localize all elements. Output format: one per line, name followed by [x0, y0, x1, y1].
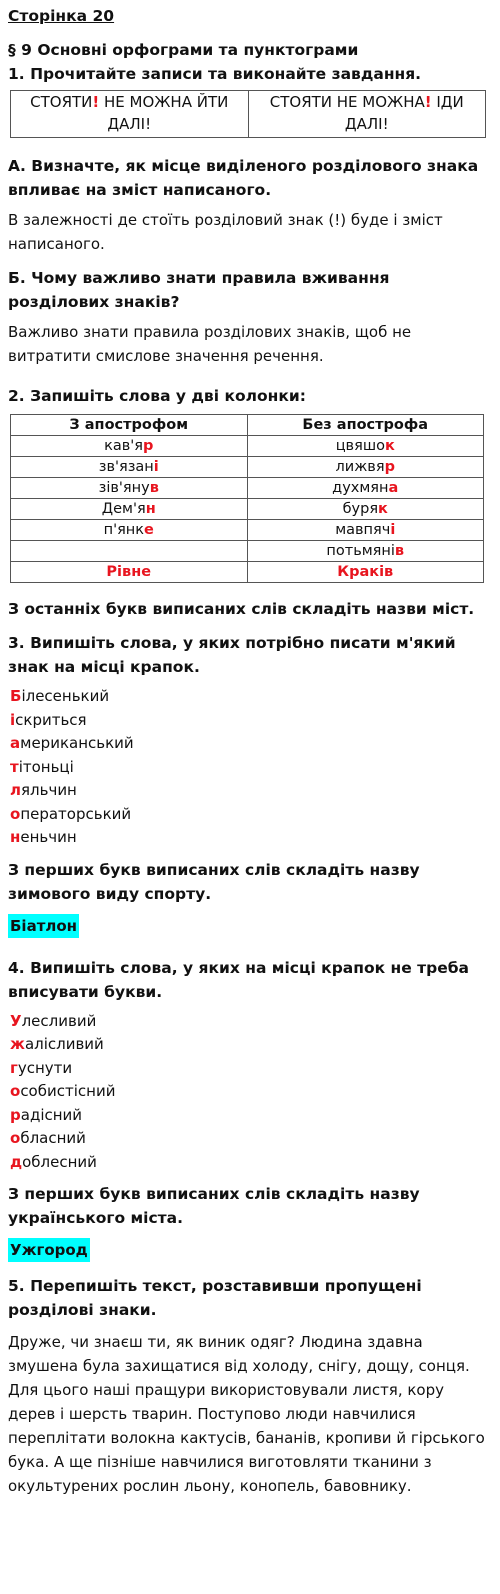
- table-row: [11, 478, 484, 499]
- last-letter: р: [384, 459, 395, 475]
- word-stem: кав'я: [104, 438, 143, 454]
- first-letter: Б: [10, 687, 22, 705]
- city-answer: Краків: [247, 562, 484, 583]
- word-rest: ператорський: [20, 804, 132, 823]
- first-letter: а: [10, 734, 21, 752]
- list-item: [10, 1127, 492, 1151]
- first-letter: д: [10, 1152, 23, 1171]
- word-rest: ітоньці: [18, 757, 74, 776]
- task4-heading: 4. Випишіть слова, у яких на місці крапок не треба вписувати букви.: [8, 958, 470, 1001]
- last-letter: і: [390, 522, 396, 538]
- table-row: [11, 541, 484, 562]
- table-cell: [247, 436, 484, 457]
- highlighted-mark: !: [92, 93, 100, 111]
- word-stem: цвяшо: [335, 438, 385, 454]
- list-item: [10, 826, 492, 850]
- word-rest: ілесенький: [21, 687, 110, 705]
- word-stem: духмян: [332, 480, 389, 496]
- table-cell: [11, 541, 248, 562]
- task2-footer: З останніх букв виписаних слів складіть назви міст.: [8, 600, 475, 618]
- list-item: [10, 1057, 492, 1081]
- table-row: [11, 520, 484, 541]
- task2-heading: 2. Запишіть слова у дві колонки:: [8, 387, 306, 405]
- city-answer: Рівне: [11, 562, 248, 583]
- table-cell: [247, 457, 484, 478]
- word-rest: адісний: [20, 1105, 83, 1124]
- table-cell: [11, 457, 248, 478]
- last-letter: к: [378, 501, 388, 517]
- list-item: [10, 1010, 492, 1034]
- answer-highlight: Біатлон: [8, 914, 79, 938]
- table-row: [11, 499, 484, 520]
- word-stem: мавпяч: [335, 522, 391, 538]
- task3-heading: 3. Випишіть слова, у яких потрібно писати м'який знак на місці крапок.: [8, 634, 456, 676]
- last-letter: к: [384, 438, 395, 454]
- column-header: З апострофом: [11, 415, 248, 436]
- list-item: [10, 756, 492, 780]
- task4-prompt: З перших букв виписаних слів складіть назву українського міста.: [8, 1185, 420, 1227]
- last-letter: в: [149, 480, 159, 496]
- table-cell: [247, 541, 484, 562]
- cell-text: СТОЯТИ: [30, 93, 93, 111]
- list-item: [10, 685, 492, 709]
- cell-text: НЕ МОЖНА ЙТИ ДАЛІ!: [99, 93, 229, 133]
- table-cell: [11, 436, 248, 457]
- table-cell: [11, 499, 248, 520]
- list-item: [10, 732, 492, 756]
- table-cell: [247, 478, 484, 499]
- first-letter: ж: [10, 1035, 25, 1053]
- word-rest: еньчин: [20, 828, 77, 846]
- word-list: [10, 1010, 492, 1175]
- word-rest: яльчин: [21, 781, 77, 799]
- list-item: [10, 1080, 492, 1104]
- last-letter: н: [145, 501, 156, 517]
- word-rest: лесливий: [21, 1011, 97, 1030]
- answer-a: В залежності де стоїть розділовий знак (!) буде і зміст написаного.: [8, 211, 443, 253]
- first-letter: н: [10, 828, 21, 846]
- table-row: [11, 457, 484, 478]
- apostrophe-table: [10, 414, 484, 583]
- first-letter: л: [10, 781, 21, 799]
- word-stem: п'янк: [103, 522, 145, 538]
- word-stem: потьмяні: [326, 543, 395, 559]
- first-letter: о: [10, 1129, 21, 1147]
- question-b: Б. Чому важливо знати правила вживання розділових знаків?: [8, 269, 390, 311]
- column-header: Без апострофа: [247, 415, 484, 436]
- answer-row: [11, 562, 484, 583]
- last-letter: е: [144, 522, 154, 538]
- highlighted-mark: !: [424, 93, 432, 111]
- table-cell: [11, 520, 248, 541]
- word-stem: лижвя: [335, 459, 385, 475]
- question-a: А. Визначте, як місце виділеного розділового знака впливає на зміст написаного.: [8, 157, 479, 199]
- table-cell: [247, 499, 484, 520]
- last-letter: а: [388, 480, 399, 496]
- first-letter: г: [10, 1058, 18, 1077]
- page-title: Сторінка 20: [8, 7, 115, 25]
- punctuation-cell-2: [248, 91, 486, 138]
- list-item: [10, 1104, 492, 1128]
- last-letter: р: [143, 438, 154, 454]
- table-cell: [247, 520, 484, 541]
- task5-text: Друже, чи знаєш ти, як виник одяг? Людина здавна змушена була захищатися від холоду, снігу, дощу, сонця. Для цього наші пращури використовували листя, кору дерев і шерсть тварин. Поступово люди навчилися переплітати волокна кактусів, бананів, кропиви й гірського бука. А ще пізніше навчилися виготовляти тканини з окультурених рослин льону, конопель, бавовнику.: [8, 1333, 485, 1495]
- punctuation-table: [10, 90, 486, 138]
- list-item: [10, 709, 492, 733]
- word-stem: зв'язан: [98, 459, 154, 475]
- first-letter: о: [10, 1082, 21, 1100]
- word-rest: уснути: [17, 1058, 73, 1077]
- task3-prompt: З перших букв виписаних слів складіть назву зимового виду спорту.: [8, 860, 420, 903]
- section-title: § 9 Основні орфограми та пунктограми: [8, 41, 359, 59]
- cell-text: ІДИ ДАЛІ!: [344, 93, 464, 133]
- list-item: [10, 1151, 492, 1175]
- list-item: [10, 803, 492, 827]
- first-letter: У: [10, 1011, 22, 1030]
- list-item: [10, 1033, 492, 1057]
- first-letter: р: [10, 1105, 21, 1124]
- task5-heading: 5. Перепишіть текст, розставивши пропущені розділові знаки.: [8, 1277, 422, 1319]
- first-letter: і: [10, 710, 16, 729]
- list-item: [10, 779, 492, 803]
- word-rest: облесний: [22, 1152, 97, 1171]
- first-letter: т: [10, 757, 19, 776]
- task1-heading: 1. Прочитайте записи та виконайте завдання.: [8, 65, 422, 83]
- word-stem: зів'яну: [98, 480, 150, 496]
- word-stem: Дем'я: [101, 501, 146, 517]
- word-rest: бласний: [20, 1129, 86, 1147]
- answer-highlight: Ужгород: [8, 1238, 90, 1262]
- cell-text: СТОЯТИ НЕ МОЖНА: [269, 93, 425, 111]
- word-list: [10, 685, 492, 850]
- table-cell: [11, 478, 248, 499]
- word-rest: алісливий: [24, 1035, 104, 1053]
- word-stem: буря: [342, 501, 379, 517]
- first-letter: о: [10, 804, 21, 823]
- word-rest: собистісний: [20, 1082, 116, 1100]
- word-rest: мериканський: [20, 734, 134, 752]
- last-letter: і: [153, 459, 159, 475]
- table-row: [11, 436, 484, 457]
- last-letter: в: [394, 543, 405, 559]
- answer-b: Важливо знати правила розділових знаків, щоб не витратити смислове значення речення.: [8, 323, 412, 365]
- punctuation-cell-1: [11, 91, 249, 138]
- word-rest: скриться: [15, 710, 87, 729]
